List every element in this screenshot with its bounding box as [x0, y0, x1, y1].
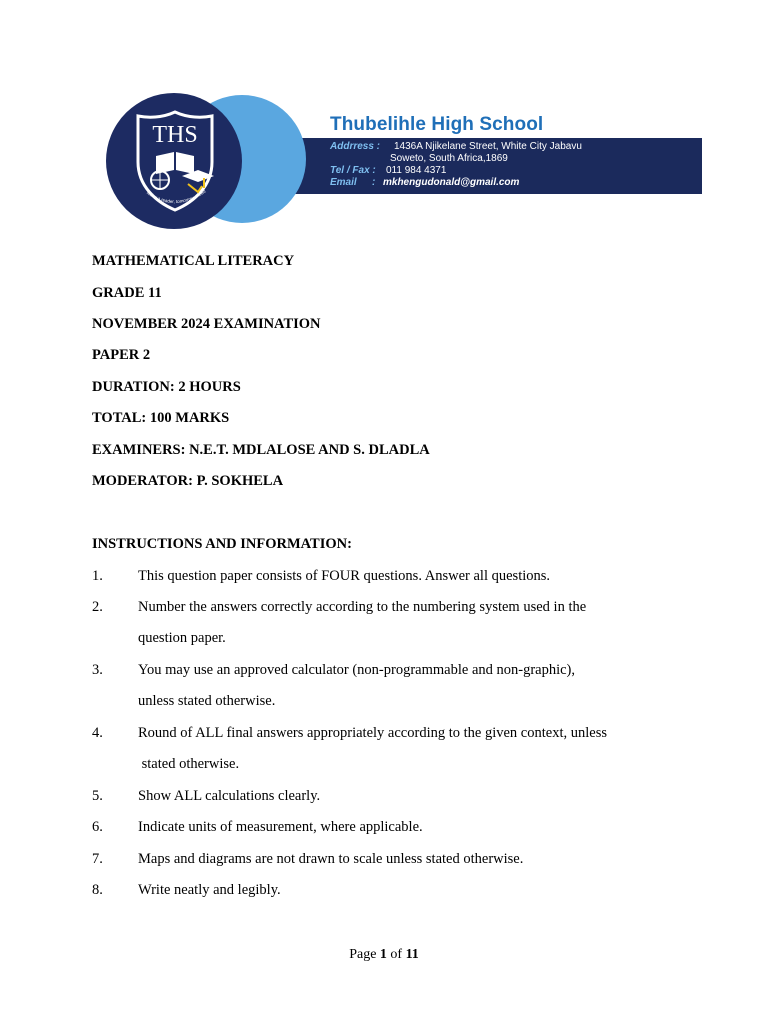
instruction-number: 2. [92, 599, 103, 615]
instruction-number: 4. [92, 725, 103, 741]
instruction-text: You may use an approved calculator (non-programmable and non-graphic), [138, 662, 576, 678]
email-value: mkhengudonald@gmail.com [383, 177, 520, 188]
page-footer [0, 947, 768, 963]
logo-motto: Today a reader, tomorrow a lead [145, 188, 207, 205]
page-current: 1 [379, 947, 387, 962]
instruction-text-continued: stated otherwise. [138, 756, 240, 772]
logo-initials: THS [152, 122, 198, 148]
page-word: Page [349, 947, 377, 962]
instruction-text: Indicate units of measurement, where applicable. [138, 819, 423, 835]
subject-title: MATHEMATICAL LITERACY [92, 253, 295, 269]
instruction-text-continued: question paper. [138, 630, 226, 646]
instruction-text: Round of ALL final answers appropriately according to the given context, unless [138, 725, 607, 741]
instruction-number: 5. [92, 788, 103, 804]
instruction-text: Maps and diagrams are not drawn to scale unless stated otherwise. [138, 851, 524, 867]
instruction-number: 1. [92, 568, 103, 584]
instruction-number: 6. [92, 819, 103, 835]
instruction-number: 3. [92, 662, 103, 678]
address-line2: Soweto, South Africa,1869 [390, 153, 508, 164]
instruction-text: Write neatly and legibly. [138, 882, 281, 898]
tel-value: 011 984 4371 [386, 165, 447, 176]
instruction-text-continued: unless stated otherwise. [138, 693, 276, 709]
school-name: Thubelihle High School [330, 114, 544, 135]
instruction-text: Number the answers correctly according to the numbering system used in the [138, 599, 587, 615]
email-colon: : [372, 177, 376, 188]
examiners-line: EXAMINERS: N.E.T. MDLALOSE AND S. DLADLA [92, 442, 430, 458]
letterhead [0, 0, 768, 240]
of-word: of [390, 947, 403, 962]
total-marks-line: TOTAL: 100 MARKS [92, 410, 230, 426]
school-crest-logo [118, 104, 232, 218]
address-line1: 1436A Njikelane Street, White City Jabavu [394, 141, 582, 152]
instructions-heading: INSTRUCTIONS AND INFORMATION: [92, 536, 352, 552]
address-label: Addrress : [330, 141, 381, 152]
duration-line: DURATION: 2 HOURS [92, 379, 241, 395]
email-label: Email [330, 177, 357, 188]
grade-line: GRADE 11 [92, 285, 162, 301]
paper-line: PAPER 2 [92, 347, 151, 363]
exam-line: NOVEMBER 2024 EXAMINATION [92, 316, 321, 332]
instruction-text: This question paper consists of FOUR questions. Answer all questions. [138, 568, 551, 584]
page-total: 11 [405, 947, 419, 962]
instruction-number: 7. [92, 851, 103, 867]
tel-label: Tel / Fax : [330, 165, 376, 176]
instruction-number: 8. [92, 882, 103, 898]
instruction-text: Show ALL calculations clearly. [138, 788, 321, 804]
moderator-line: MODERATOR: P. SOKHELA [92, 473, 284, 489]
